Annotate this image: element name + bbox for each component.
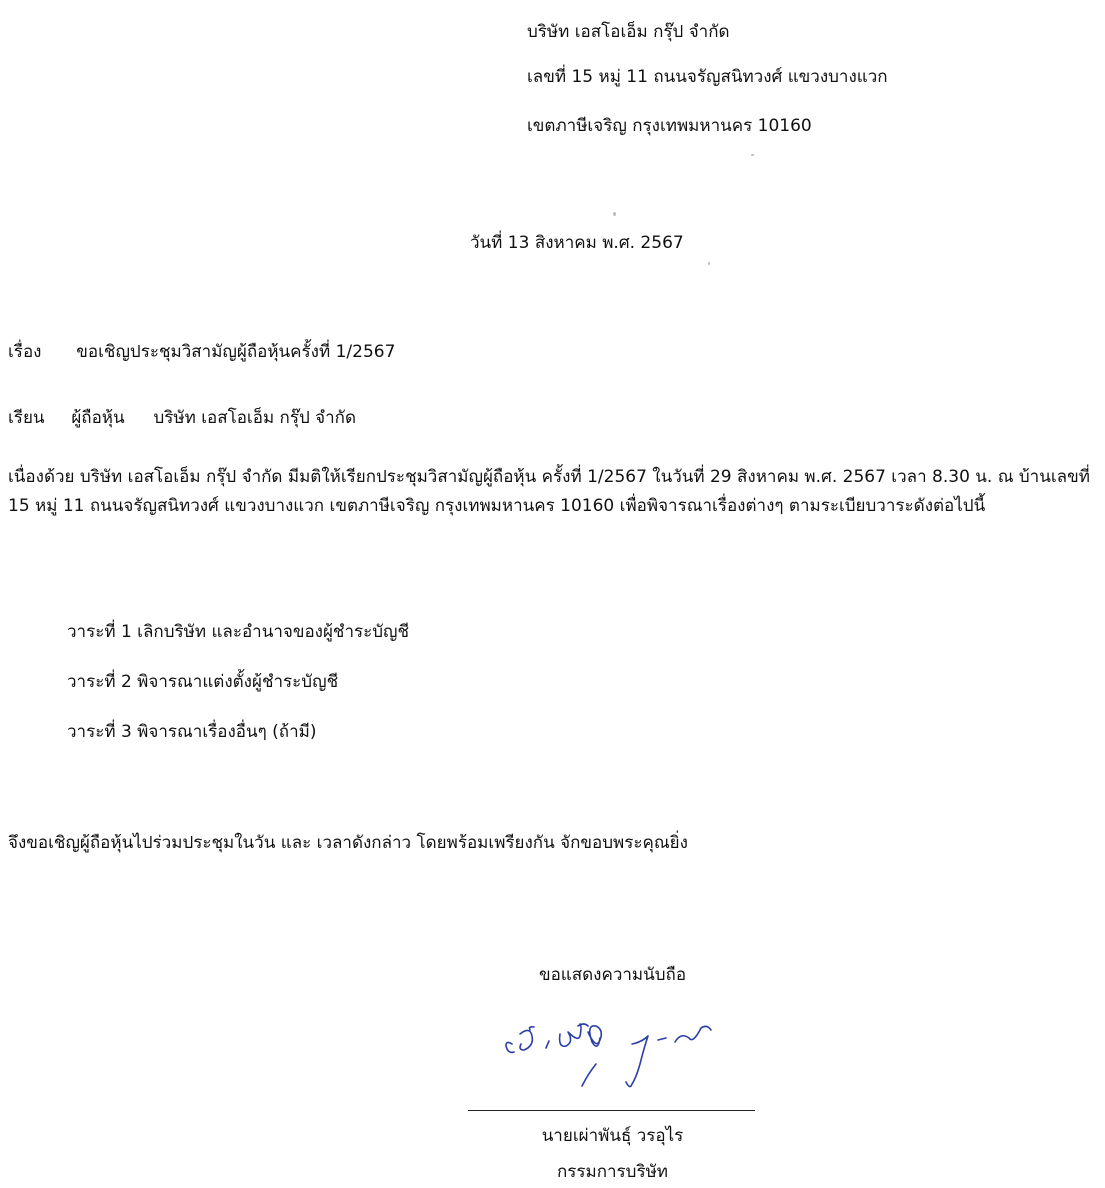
- recipient-label: เรียน: [8, 408, 45, 428]
- agenda-item-2: วาระที่ 2 พิจารณาแต่งตั้งผู้ชำระบัญชี: [67, 672, 339, 692]
- scan-speck: [751, 154, 754, 156]
- sender-address-line1: เลขที่ 15 หมู่ 11 ถนนจรัญสนิทวงศ์ แขวงบางแวก: [527, 67, 888, 87]
- signature-line: [468, 1110, 755, 1111]
- handwritten-signature: [470, 1004, 755, 1114]
- regards-text: ขอแสดงความนับถือ: [538, 965, 687, 985]
- body-paragraph: เนื่องด้วย บริษัท เอสโอเอ็ม กรุ๊ป จำกัด มีมติให้เรียกประชุมวิสามัญผู้ถือหุ้น ครั้งที่ 1/2567 ในวันที่ 29 สิงหาคม พ.ศ. 2567 เวลา 8.30 น. ณ บ้านเลขที่ 15 หมู่ 11 ถนนจรัญสนิทวงศ์ แขวงบางแวก เขตภาษีเจริญ กรุงเทพมหานคร 10160 เพื่อพิจารณาเรื่องต่างๆ ตามระเบียบวาระดังต่อไปนี้: [8, 467, 1090, 516]
- letter-date: วันที่ 13 สิงหาคม พ.ศ. 2567: [470, 233, 684, 253]
- recipient-line: [8, 406, 356, 430]
- agenda-item-1: วาระที่ 1 เลิกบริษัท และอำนาจของผู้ชำระบัญชี: [67, 622, 410, 642]
- sender-company: บริษัท เอสโอเอ็ม กรุ๊ป จำกัด: [527, 22, 730, 42]
- subject-label: เรื่อง: [8, 342, 42, 362]
- signatory-name: นายเผ่าพันธุ์ วรอุไร: [541, 1126, 684, 1146]
- scan-speck: [613, 212, 616, 216]
- sender-address-line2: เขตภาษีเจริญ กรุงเทพมหานคร 10160: [527, 116, 812, 136]
- closing-sentence: จึงขอเชิญผู้ถือหุ้นไปร่วมประชุมในวัน และ เวลาดังกล่าว โดยพร้อมเพรียงกัน จักขอบพระคุณยิ่ง: [8, 833, 688, 853]
- recipient-text: ผู้ถือหุ้น: [71, 408, 125, 428]
- scan-speck: [708, 262, 710, 265]
- agenda-item-3: วาระที่ 3 พิจารณาเรื่องอื่นๆ (ถ้ามี): [67, 722, 317, 742]
- subject-text: ขอเชิญประชุมวิสามัญผู้ถือหุ้นครั้งที่ 1/2567: [76, 342, 396, 362]
- signatory-title: กรรมการบริษัท: [556, 1162, 669, 1182]
- subject-line: [8, 340, 395, 364]
- recipient-company: บริษัท เอสโอเอ็ม กรุ๊ป จำกัด: [153, 408, 357, 428]
